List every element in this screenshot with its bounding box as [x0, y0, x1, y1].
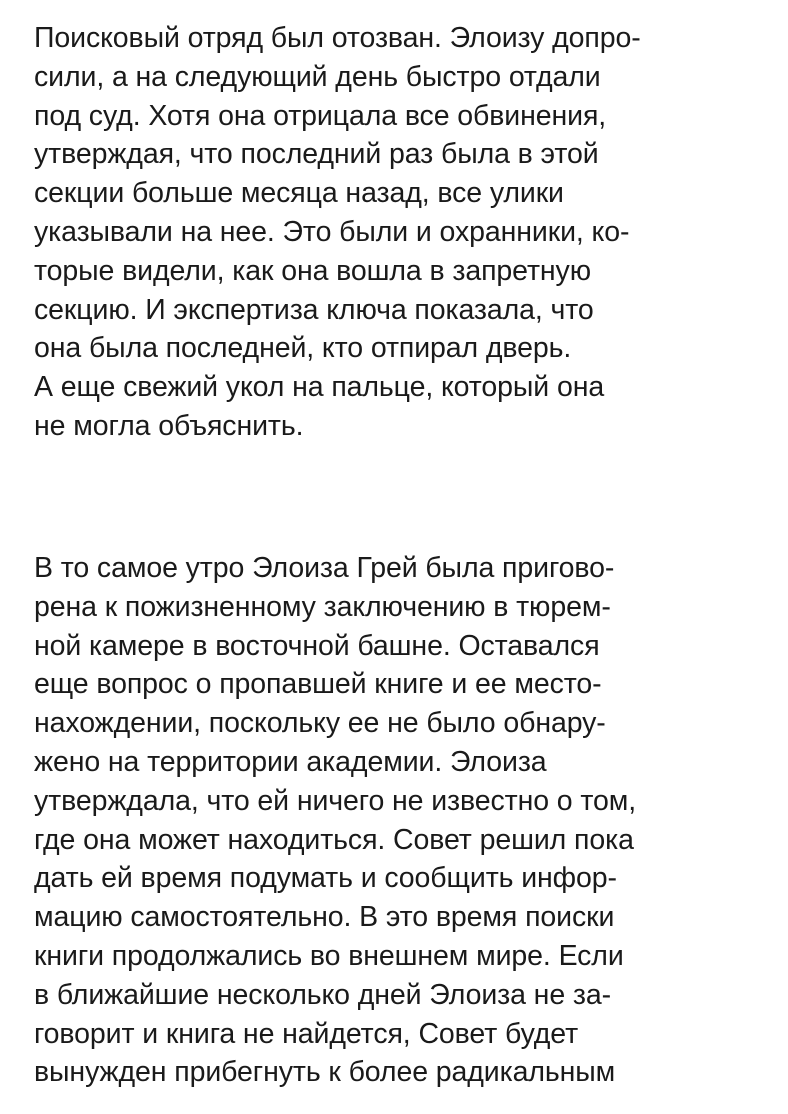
text-line: где она может находиться. Совет решил пока: [34, 823, 634, 856]
text-line: указывали на нее. Это были и охранники, ко-: [34, 215, 630, 248]
text-line: под суд. Хотя она отрицала все обвинения,: [34, 99, 607, 132]
text-line: утверждая, что последний раз была в этой: [34, 138, 599, 171]
text-line: ной камере в восточной башне. Оставался: [34, 629, 600, 662]
text-line: жено на территории академии. Элоиза: [34, 745, 547, 778]
text-line: дать ей время подумать и сообщить инфор-: [34, 862, 617, 895]
text-line: секции больше месяца назад, все улики: [34, 177, 564, 210]
text-line: она была последней, кто отпирал дверь.: [34, 332, 572, 365]
text-line: вынужден прибегнуть к более радикальным: [34, 1056, 616, 1089]
paragraph-1: [34, 19, 754, 446]
text-line: книги продолжались во внешнем мире. Если: [34, 939, 624, 972]
text-line: секцию. И экспертиза ключа показала, что: [34, 293, 594, 326]
text-line: утверждала, что ей ничего не известно о том,: [34, 784, 637, 817]
text-line: В то самое утро Элоиза Грей была пригово-: [34, 552, 615, 584]
text-line: торые видели, как она вошла в запретную: [34, 254, 591, 287]
text-line: не могла объяснить.: [34, 409, 304, 442]
text-line: мацию самостоятельно. В это время поиски: [34, 901, 615, 934]
text-line: рена к пожизненному заключению в тюрем-: [34, 590, 611, 623]
text-line: сили, а на следующий день быстро отдали: [34, 60, 601, 93]
text-line: еще вопрос о пропавшей книге и ее место-: [34, 668, 602, 701]
text-line: в ближайшие несколько дней Элоиза не за-: [34, 978, 611, 1011]
text-line: говорит и книга не найдется, Совет будет: [34, 1017, 579, 1050]
text-line: нахождении, поскольку ее не было обнару-: [34, 707, 606, 740]
text-line: Поисковый отряд был отозван. Элоизу допро-: [34, 22, 641, 54]
paragraph-2: [34, 549, 754, 1092]
text-line: А еще свежий укол на пальце, который она: [34, 371, 605, 404]
